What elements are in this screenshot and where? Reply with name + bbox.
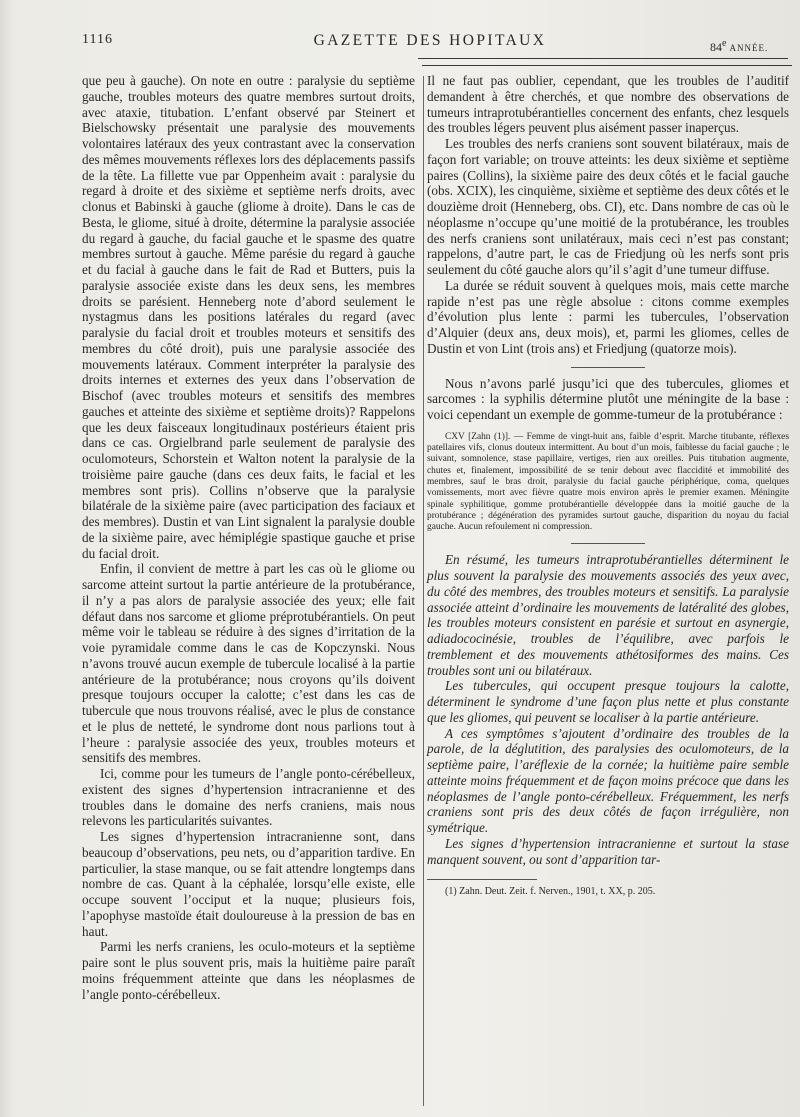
right-column [427,73,789,898]
summary-paragraph: En résumé, les tumeurs intraprotubérantielles déterminent le plus souvent la paralysie des mouvements associés des yeux avec, du côté des membres, des troubles moteurs et sensitifs. La paralysie associée atteint d’ordinaire les mouvements de latéralité des globes, les troubles moteurs consistent en parésie et surtout en asynergie, adiadococinésie, troubles de l’équilibre, avec parfois le tremblement et des mouvements athétosiformes des mains. Ces troubles sont uni ou bilatéraux. [427,552,789,678]
year-number: 84 [710,40,722,54]
column-divider [423,76,424,1106]
journal-title: GAZETTE DES HOPITAUX [313,32,547,49]
left-column [82,73,415,1002]
paragraph: Nous n’avons parlé jusqu’ici que des tubercules, gliomes et sarcomes : la syphilis détermine plutôt une méningite de la base : voici cependant un exemple de gomme-tumeur de la protubérance : [427,375,789,422]
running-header [0,28,800,54]
paragraph: La durée se réduit souvent à quelques mois, mais cette marche rapide n’est pas une règle absolue : citons comme exemples d’évolution plus lente : parmi les tubercules, l’observation d’Alquier (deux ans, deux mois), et, parmi les gliomes, celles de Dustin et von Lint (trois ans) et Friedjung (quatorze mois). [427,277,789,356]
summary-section [427,552,789,867]
summary-paragraph: Les tubercules, qui occupent presque toujours la calotte, déterminent le syndrome d’une façon plus nette et plus constante que les gliomes, qui peuvent se localiser à la partie antérieure. [427,678,789,725]
year-suffix: e [722,38,727,49]
summary-paragraph: Les signes d’hypertension intracranienne et surtout la stase manquent souvent, ou sont d’apparition tar- [427,835,789,867]
summary-paragraph: A ces symptômes s’ajoutent d’ordinaire des troubles de la parole, de la déglutition, des paralysies des oculomoteurs, de la septième paire, l’aréflexie de la cornée; la huitième paire semble atteinte moins fréquemment et de façon moins précoce que dans les néoplasmes de l’angle ponto-cérébelleux. Fréquemment, les nerfs craniens sont pris des deux côtés de façon irrégulière, non symétrique. [427,725,789,836]
paragraph: Ici, comme pour les tumeurs de l’angle ponto-cérébelleux, existent des signes d’hypertension intracranienne et des troubles dans le domaine des nerfs craniens, mais nous relevons les particularités suivantes. [82,766,415,829]
page-number: 1116 [82,32,113,47]
paragraph: Enfin, il convient de mettre à part les cas où le gliome ou sarcome atteint surtout la partie antérieure de la protubérance, il n’y a pas alors de paralysie associée des yeux; elle fait défaut dans nos sarcome et gliome préprotubérantiels. On peut même voir le tableau se réduire à des signes d’irritation de la voie pyramidale comme dans le cas de Kopczynski. Nous n’avons trouvé aucun exemple de tubercule localisé à la partie antérieure de la protubérance; nous croyons qu’ils doivent presque toujours occuper la calotte; c’est dans les cas de tubercule que nous trouvons réalisé, avec le plus de constance et le plus de netteté, le syndrome dont nous parlions tout à l’heure : paralysie associée des yeux, troubles moteurs et sensitifs des membres. [82,561,415,766]
header-rule-bottom [422,65,792,66]
section-rule [571,543,645,544]
paragraph: Les troubles des nerfs craniens sont souvent bilatéraux, mais de façon fort variable; on trouve atteints: les deux sixième et septième paires (Collins), la sixième paire des deux côtés et le facial gauche (obs. XCIX), les cinquième, sixième et septième des deux côtés et le douzième droit (Henneberg, obs. CI), etc. Dans nombre de cas où le néoplasme n’occupe qu’une moitié de la protubérance, les troubles des nerfs craniens sont unilatéraux, mais ceci n’est pas constant; rappelons, d’autre part, le cas de Friedjung où les nerfs sont pris seulement du côté gauche alors qu’il s’agit d’une tumeur diffuse. [427,136,789,277]
paragraph: Parmi les nerfs craniens, les oculo-moteurs et la septième paire sont le plus souvent pris, mais la huitième paire paraît moins fréquemment atteinte que dans les néoplasmes de l’angle ponto-cérébelleux. [82,939,415,1002]
year-label [710,38,768,55]
footnote: (1) Zahn. Deut. Zeit. f. Nerven., 1901, t. XX, p. 205. [445,886,656,898]
paragraph: Les signes d’hypertension intracranienne sont, dans beaucoup d’observations, peu nets, ou d’apparition tardive. En particulier, la stase manque, ou se fait attendre longtemps dans nombre de cas. Quant à la céphalée, lorsqu’elle existe, elle occupe souvent l’occiput et la nuque; plusieurs fois, l’apophyse mastoïde était douloureuse à la pression de bas en haut. [82,829,415,939]
footnote-rule [427,879,537,880]
year-word: ANNÉE. [729,43,769,53]
paragraph: que peu à gauche). On note en outre : paralysie du septième gauche, troubles moteurs des quatre membres surtout droits, avec ataxie, titubation. L’enfant observé par Steinert et Bielschowsky présentait une paralysie des mouvements volontaires latéraux des yeux contrastant avec la conservation des mêmes mouvements réflexes lors des déplacements passifs de la tête. La fillette vue par Oppenheim avait : paralysie du regard à droite et des sixième et septième nerfs droits, avec clonus et Babinski à gauche (gliome à droite). Dans le cas de Besta, le gliome, situé à droite, détermine la paralysie associée du regard à gauche, du facial gauche et le spasme des quatre membres surtout à gauche. Même parésie du regard à gauche et du facial à gauche dans le fait de Rad et Butters, puis la paralysie associée existe dans les deux sens, les membres droits se parésient. Henneberg note d’abord seulement le nystagmus dans les positions latérales du regard (avec paralysie du facial droit et troubles moteurs et sensitifs des membres du côté droit), puis une paralysie associée des mouvements latéraux. Comment interpréter la paralysie des droits internes et externes des yeux dans l’observation de Bischof (avec troubles moteurs et sensitifs des membres gauches et atteinte des sixième et septième droits)? Rappelons que les deux faisceaux longitudinaux postérieurs étaient pris dans ce cas. Orgielbrand parle seulement de paralysie des oculomoteurs, Schorstein et Walton notent la paralysie de la troisième paire gauche (dans ces deux faits, le facial et les membres sont pris). Collins n’observe que la paralysie bilatérale de la sixième paire (avec participation des faciaux et des membres). Dustin et van Lint signalent la paralysie double de la sixième paire, avec hémiplégie spastique gauche et prise du facial droit. [82,73,415,561]
header-rule-top [418,58,788,59]
case-note: CXV [Zahn (1)]. — Femme de vingt-huit ans, faible d’esprit. Marche titubante, réflexes patellaires vifs, clonus douteux intermittent. Au bout d’un mois, faiblesse du facial gauche ; le suivant, somnolence, stase papillaire, vertiges, rien aux oreilles. Puis titubation augmente, chutes et, finalement, impossibilité de se tenir debout avec flaccidité et immobilité des membres, sauf le bras droit, paralysie du facial gauche périphérique, coma, quelques vomissements, mort avec fièvre quatre mois environ après le premier examen. Méningite spinale syphilitique, gomme protubérantielle développée dans la moitié gauche de la protubérance ; dégénération des pyramides surtout gauche, disparition du noyau du facial gauche. Aucun refoulement ni compression. [427,431,789,533]
section-rule [571,367,645,368]
paragraph: Il ne faut pas oublier, cependant, que les troubles de l’auditif demandent à être cherchés, et que nombre des observations de tumeurs intraprotubérantielles concernent des enfants, chez lesquels des troubles légers peuvent plus aisément passer inaperçus. [427,73,789,136]
